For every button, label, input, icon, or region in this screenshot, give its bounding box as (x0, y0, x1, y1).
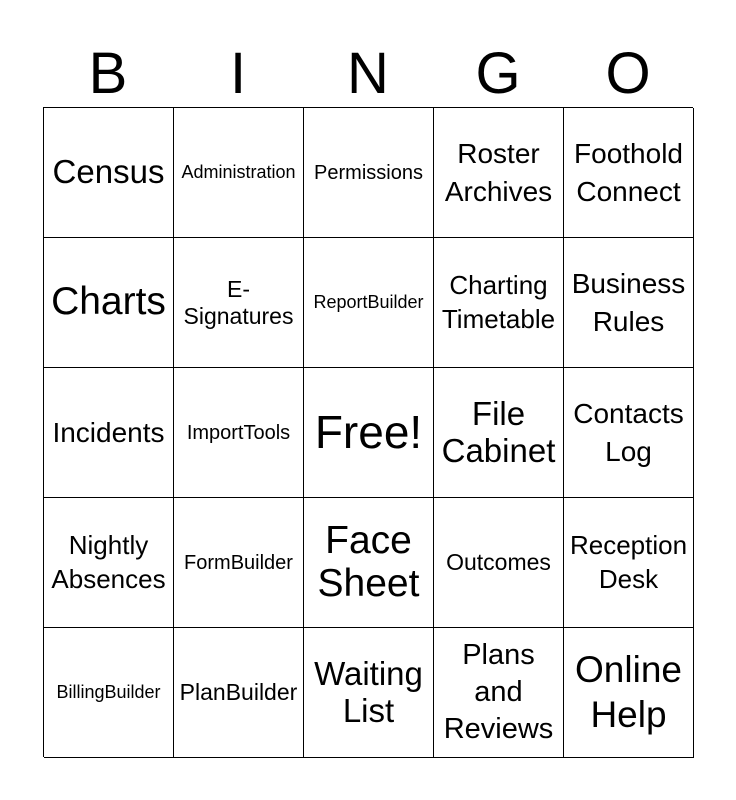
cell-label: Contacts Log (573, 397, 684, 467)
cell-label: Administration (181, 161, 296, 182)
bingo-cell-r2-c3[interactable] (434, 368, 564, 498)
cell-label: E- Signatures (183, 276, 294, 329)
cell-label: ReportBuilder (313, 291, 424, 312)
cell-label: Face Sheet (317, 518, 420, 605)
bingo-cell-r0-c4[interactable] (564, 108, 694, 238)
bingo-cell-r0-c2[interactable] (304, 108, 434, 238)
bingo-cell-r1-c1[interactable] (174, 238, 304, 368)
bingo-cell-r1-c2[interactable] (304, 238, 434, 368)
cell-label: BillingBuilder (56, 681, 161, 702)
bingo-cell-r4-c2[interactable] (304, 628, 434, 758)
cell-label: PlanBuilder (179, 679, 298, 706)
cell-label: Waiting List (314, 655, 423, 729)
bingo-cell-r2-c2-free-space[interactable] (304, 368, 434, 498)
bingo-cell-r3-c0[interactable] (44, 498, 174, 628)
bingo-cell-r0-c3[interactable] (434, 108, 564, 238)
header-letter-i: I (229, 41, 247, 106)
bingo-cell-r1-c4[interactable] (564, 238, 694, 368)
cell-label: Census (52, 153, 165, 191)
cell-label: Charts (51, 280, 166, 324)
bingo-cell-r3-c1[interactable] (174, 498, 304, 628)
header-letter-b: B (88, 41, 128, 106)
bingo-cell-r4-c4[interactable] (564, 628, 694, 758)
bingo-cell-r4-c1[interactable] (174, 628, 304, 758)
cell-label: ImportTools (186, 421, 291, 444)
bingo-cell-r2-c1[interactable] (174, 368, 304, 498)
cell-label: Foothold Connect (574, 137, 683, 207)
free-space-label: Free! (314, 406, 423, 459)
cell-label: Business Rules (571, 267, 686, 337)
cell-label: Incidents (52, 416, 165, 448)
cell-label: Outcomes (446, 549, 551, 576)
bingo-cell-r1-c3[interactable] (434, 238, 564, 368)
cell-label: Plans and Reviews (443, 638, 554, 746)
cell-label: Roster Archives (444, 137, 553, 207)
cell-label: Charting Timetable (441, 269, 556, 334)
cell-label: File Cabinet (441, 395, 556, 469)
bingo-cell-r3-c4[interactable] (564, 498, 694, 628)
header-letter-n: N (347, 41, 389, 106)
bingo-cell-r3-c2[interactable] (304, 498, 434, 628)
bingo-board (43, 107, 693, 757)
bingo-cell-r4-c0[interactable] (44, 628, 174, 758)
header-letter-o: O (605, 41, 651, 106)
bingo-cell-r4-c3[interactable] (434, 628, 564, 758)
bingo-cell-r1-c0[interactable] (44, 238, 174, 368)
cell-label: Permissions (314, 161, 423, 184)
bingo-cell-r0-c1[interactable] (174, 108, 304, 238)
header-letter-g: G (475, 41, 521, 106)
cell-label: Nightly Absences (51, 529, 166, 594)
cell-label: Online Help (575, 649, 682, 735)
bingo-cell-r2-c4[interactable] (564, 368, 694, 498)
bingo-cell-r2-c0[interactable] (44, 368, 174, 498)
bingo-header (43, 40, 693, 108)
bingo-cell-r3-c3[interactable] (434, 498, 564, 628)
cell-label: Reception Desk (569, 529, 688, 594)
bingo-cell-r0-c0[interactable] (44, 108, 174, 238)
cell-label: FormBuilder (184, 551, 293, 574)
